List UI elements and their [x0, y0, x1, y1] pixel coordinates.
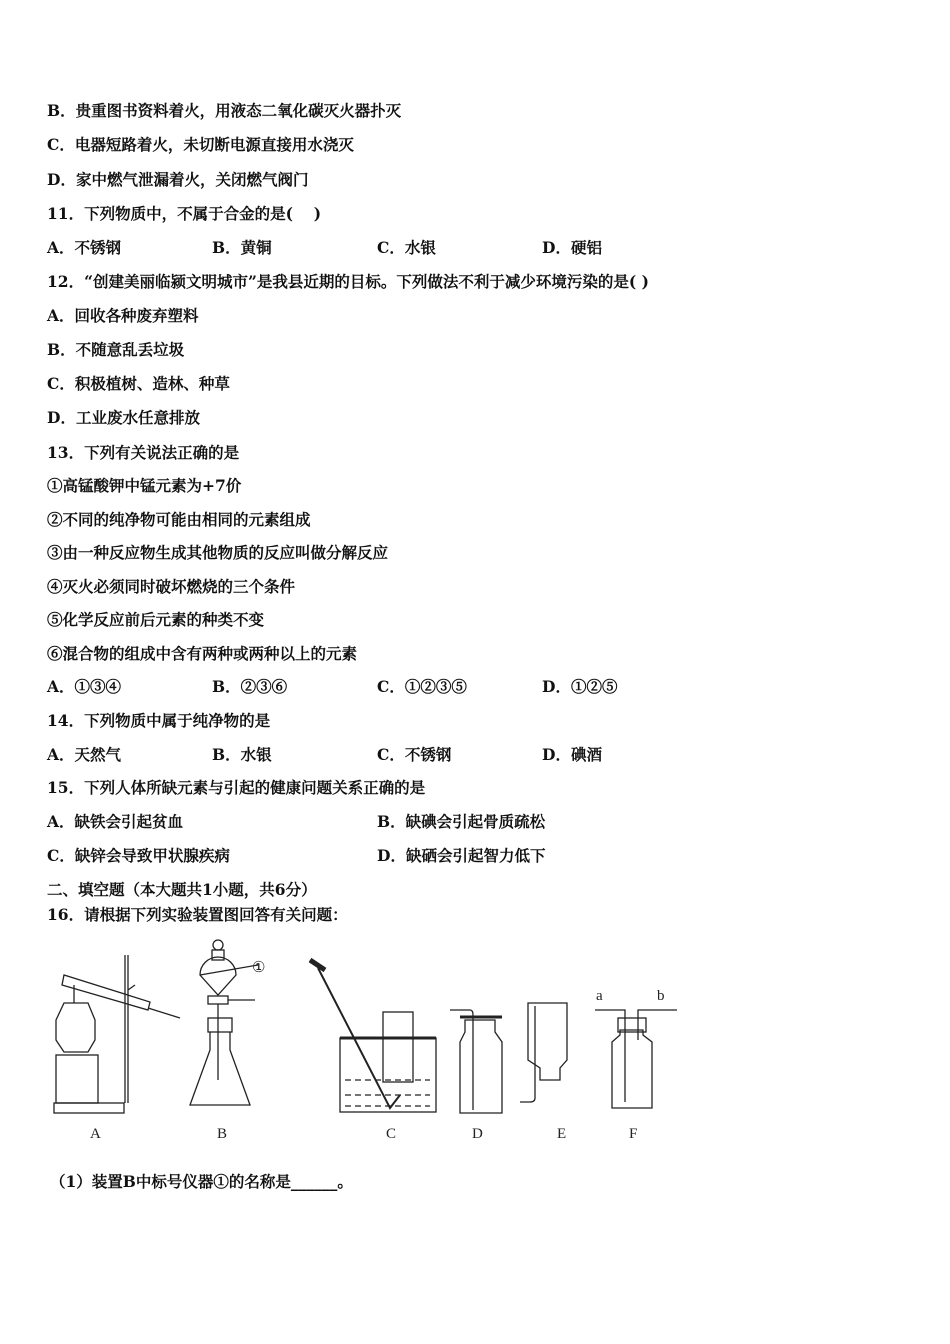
label-b: B: [217, 1126, 228, 1142]
q14-option-a: A．天然气: [47, 745, 122, 764]
q12-stem: 12．“创建美丽临颍文明城市”是我县近期的目标。下列做法不利于减少环境污染的是( ): [47, 272, 649, 291]
marker-1: ①: [252, 960, 266, 976]
q13-statement-4: ④灭火必须同时破坏燃烧的三个条件: [47, 577, 296, 596]
q14-option-b: B．水银: [212, 745, 272, 764]
q13-option-d: D．①②⑤: [542, 677, 618, 696]
q14-option-d: D．碘酒: [542, 745, 602, 764]
q16-stem: 16．请根据下列实验装置图回答有关问题：: [47, 905, 348, 924]
q13-option-a: A．①③④: [47, 677, 122, 696]
label-f: F: [629, 1126, 638, 1142]
q13-stem: 13．下列有关说法正确的是: [47, 443, 240, 462]
q15-option-a: A．缺铁会引起贫血: [47, 812, 184, 831]
q16-sub1: （1）装置B中标号仪器①的名称是______。: [50, 1172, 353, 1191]
apparatus-figure: [40, 930, 700, 1155]
q13-statement-5: ⑤化学反应前后元素的种类不变: [47, 610, 265, 629]
q13-statement-6: ⑥混合物的组成中含有两种或两种以上的元素: [47, 644, 358, 663]
q15-option-c: C．缺锌会导致甲状腺疾病: [47, 846, 230, 865]
label-c: C: [386, 1126, 397, 1142]
label-a: A: [90, 1126, 101, 1142]
q12-option-c: C．积极植树、造林、种草: [47, 374, 230, 393]
q14-option-c: C．不锈钢: [377, 745, 452, 764]
port-a-label: a: [596, 988, 603, 1004]
port-b-label: b: [657, 988, 665, 1004]
apparatus-b: [190, 940, 258, 1105]
prev-option-b: B．贵重图书资料着火，用液态二氧化碳灭火器扑灭: [47, 101, 402, 120]
prev-option-d: D．家中燃气泄漏着火，关闭燃气阀门: [47, 170, 309, 189]
apparatus-d: [450, 1010, 502, 1113]
q11-option-b: B．黄铜: [212, 238, 272, 257]
apparatus-a: [54, 955, 180, 1113]
label-d: D: [472, 1126, 483, 1142]
q15-stem: 15．下列人体所缺元素与引起的健康问题关系正确的是: [47, 778, 426, 797]
q12-option-d: D．工业废水任意排放: [47, 408, 200, 427]
apparatus-f: [595, 1010, 677, 1108]
q11-stem: 11．下列物质中，不属于合金的是( ): [47, 204, 322, 223]
q13-statement-3: ③由一种反应物生成其他物质的反应叫做分解反应: [47, 543, 389, 562]
q11-option-c: C．水银: [377, 238, 436, 257]
q11-option-d: D．硬铝: [542, 238, 602, 257]
q15-option-d: D．缺硒会引起智力低下: [377, 846, 546, 865]
q13-statement-1: ①高锰酸钾中锰元素为+7价: [47, 476, 242, 495]
q14-stem: 14．下列物质中属于纯净物的是: [47, 711, 271, 730]
q13-statement-2: ②不同的纯净物可能由相同的元素组成: [47, 510, 311, 529]
q12-option-a: A．回收各种废弃塑料: [47, 306, 199, 325]
q13-option-c: C．①②③⑤: [377, 677, 467, 696]
apparatus-c: [310, 960, 436, 1112]
apparatus-e: [520, 1003, 567, 1102]
q13-option-b: B．②③⑥: [212, 677, 288, 696]
q11-option-a: A．不锈钢: [47, 238, 122, 257]
section-heading: 二、填空题（本大题共1小题，共6分）: [47, 880, 317, 899]
label-e: E: [557, 1126, 567, 1142]
prev-option-c: C．电器短路着火，未切断电源直接用水浇灭: [47, 135, 354, 154]
q15-option-b: B．缺碘会引起骨质疏松: [377, 812, 546, 831]
q12-option-b: B．不随意乱丢垃圾: [47, 340, 185, 359]
